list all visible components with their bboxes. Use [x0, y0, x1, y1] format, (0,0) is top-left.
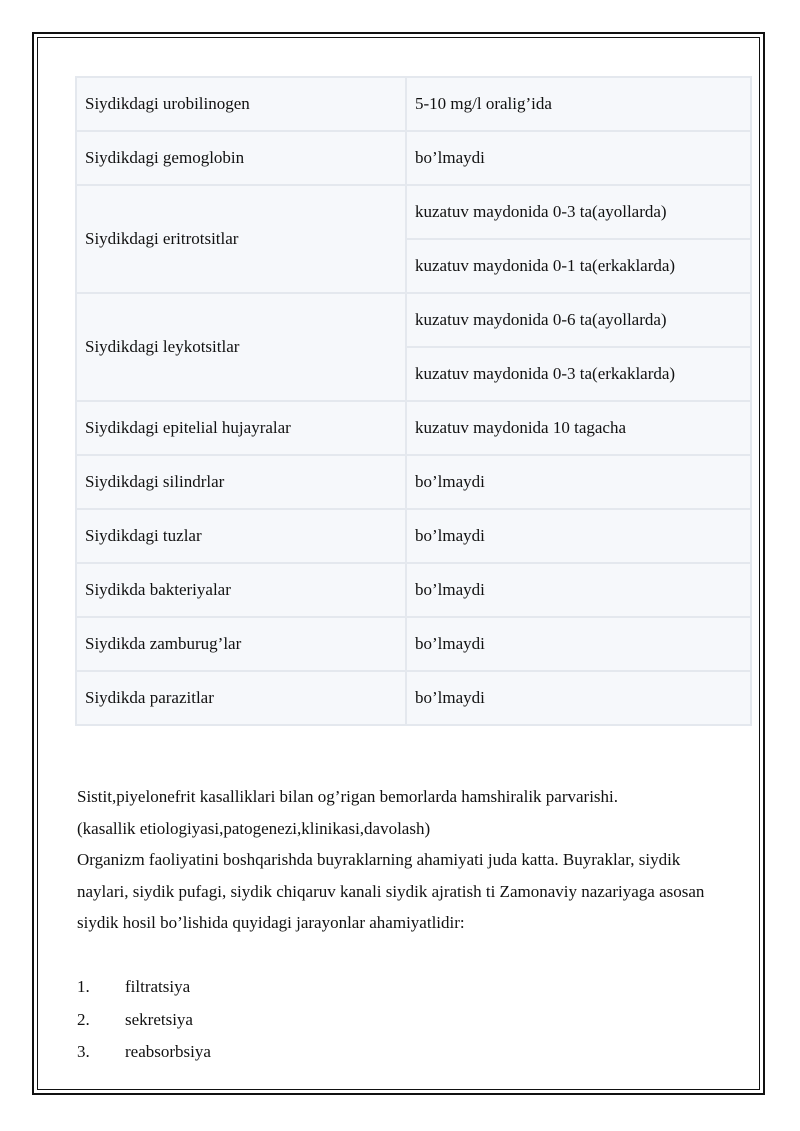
body-text [77, 781, 727, 939]
row-label: Siydikdagi eritrotsitlar [76, 185, 406, 293]
row-label: Siydikda parazitlar [76, 671, 406, 725]
row-label: Siydikdagi tuzlar [76, 509, 406, 563]
body-paragraph: Organizm faoliyatini boshqarishda buyraklarning ahamiyati juda katta. Buyraklar, siydik naylari, siydik pufagi, siydik chiqaruv kanali siydik ajratish ti Zamonaviy nazariyaga asosan siydik hosil bo’lishida quyidagi jarayonlar ahamiyatlidir: [77, 850, 705, 932]
row-value: kuzatuv maydonida 0-3 ta(erkaklarda) [406, 347, 751, 401]
row-value: kuzatuv maydonida 0-3 ta(ayollarda) [406, 185, 751, 239]
list-number: 2. [77, 1009, 90, 1029]
table-row [76, 77, 751, 131]
row-label: Siydikdagi gemoglobin [76, 131, 406, 185]
row-value: kuzatuv maydonida 10 tagacha [406, 401, 751, 455]
table-row [76, 563, 751, 617]
table-row [76, 455, 751, 509]
table-row [76, 617, 751, 671]
row-label: Siydikdagi urobilinogen [76, 77, 406, 131]
list-text: reabsorbsiya [125, 1042, 211, 1061]
row-label: Siydikda zamburug’lar [76, 617, 406, 671]
row-label: Siydikdagi epitelial hujayralar [76, 401, 406, 455]
list-text: filtratsiya [125, 977, 191, 996]
list-item [77, 1036, 211, 1069]
row-value: bo’lmaydi [406, 455, 751, 509]
table-row [76, 131, 751, 185]
list-text: sekretsiya [125, 1009, 193, 1029]
list-item [77, 971, 211, 1004]
list-item [77, 1004, 211, 1037]
row-value: 5-10 mg/l oralig’ida [406, 77, 751, 131]
table-row [76, 185, 751, 239]
row-value: kuzatuv maydonida 0-6 ta(ayollarda) [406, 293, 751, 347]
row-value: bo’lmaydi [406, 617, 751, 671]
urine-norms-table [75, 76, 752, 726]
section-heading: Sistit,piyelonefrit kasalliklari bilan og’rigan bemorlarda hamshiralik parvarishi. [77, 787, 619, 806]
table-row [76, 671, 751, 725]
row-value: bo’lmaydi [406, 509, 751, 563]
row-value: kuzatuv maydonida 0-1 ta(erkaklarda) [406, 239, 751, 293]
row-value: bo’lmaydi [406, 131, 751, 185]
table-row [76, 293, 751, 347]
row-value: bo’lmaydi [406, 563, 751, 617]
list-number: 3. [77, 1042, 90, 1061]
row-value: bo’lmaydi [406, 671, 751, 725]
process-list [77, 971, 211, 1069]
table-row [76, 509, 751, 563]
list-number: 1. [77, 977, 90, 996]
row-label: Siydikdagi leykotsitlar [76, 293, 406, 401]
row-label: Siydikda bakteriyalar [76, 563, 406, 617]
table-row [76, 401, 751, 455]
section-subheading: (kasallik etiologiyasi,patogenezi,klinikasi,davolash) [77, 818, 431, 838]
row-label: Siydikdagi silindrlar [76, 455, 406, 509]
